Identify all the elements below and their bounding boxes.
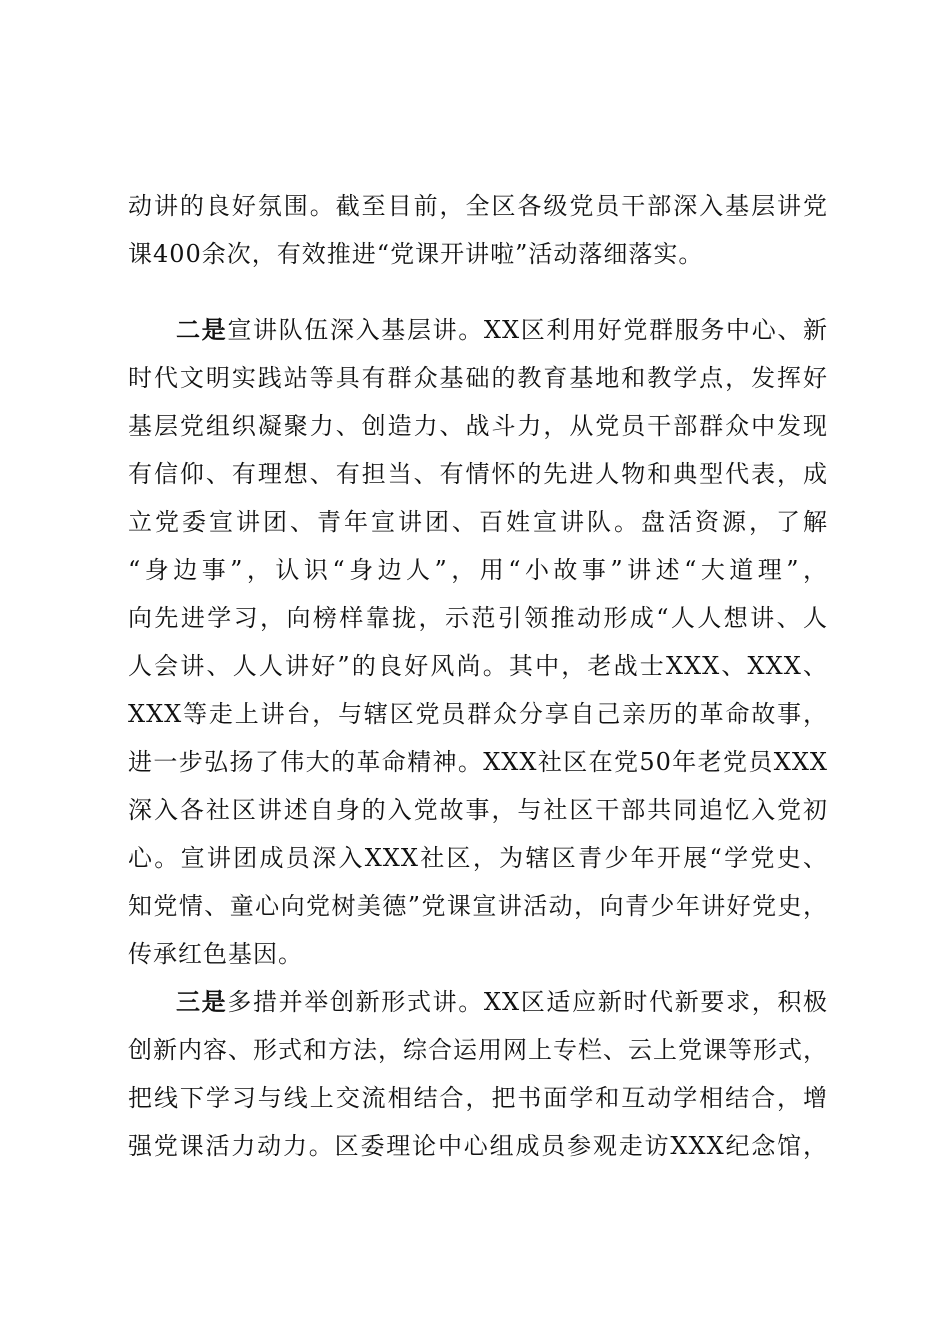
text-line: 基层党组织凝聚力、创造力、战斗力，从党员干部群众中发现 [128,412,828,440]
text-line: 人会讲、人人讲好”的良好风尚。其中，老战士XXX、XXX、 [128,652,828,680]
paragraph-lead: 三是 [176,987,228,1016]
text-line: 进一步弘扬了伟大的革命精神。XXX社区在党50年老党员XXX [128,748,828,776]
text-line: 动讲的良好氛围。截至目前，全区各级党员干部深入基层讲党 [128,192,828,220]
text-line: 有信仰、有理想、有担当、有情怀的先进人物和典型代表，成 [128,460,828,488]
text-line: 传承红色基因。 [128,940,303,968]
text-line: XXX等走上讲台，与辖区党员群众分享自己亲历的革命故事， [128,700,828,728]
paragraph-3-first-line [176,982,828,1022]
paragraph-lead: 二是 [176,315,228,344]
text-line: 课400余次，有效推进“党课开讲啦”活动落细落实。 [128,240,704,268]
text-line: 宣讲队伍深入基层讲。XX区利用好党群服务中心、新 [227,316,829,344]
paragraph-2-first-line [176,310,828,350]
text-line: 立党委宣讲团、青年宣讲团、百姓宣讲队。盘活资源，了解 [128,508,828,536]
text-line: 强党课活力动力。区委理论中心组成员参观走访XXX纪念馆， [128,1132,828,1160]
text-line: 深入各社区讲述自身的入党故事，与社区干部共同追忆入党初 [128,796,828,824]
text-line: 心。宣讲团成员深入XXX社区，为辖区青少年开展“学党史、 [128,844,828,872]
text-line: 时代文明实践站等具有群众基础的教育基地和教学点，发挥好 [128,364,828,392]
text-line: 知党情、童心向党树美德”党课宣讲活动，向青少年讲好党史， [128,892,828,920]
text-line: 把线下学习与线上交流相结合，把书面学和互动学相结合，增 [128,1084,828,1112]
text-line: 向先进学习，向榜样靠拢，示范引领推动形成“人人想讲、人 [128,604,828,632]
text-line: 创新内容、形式和方法，综合运用网上专栏、云上党课等形式， [128,1036,828,1064]
text-line: 多措并举创新形式讲。XX区适应新时代新要求，积极 [227,988,829,1016]
text-line: “身边事”，认识“身边人”，用“小故事”讲述“大道理”， [128,556,828,584]
